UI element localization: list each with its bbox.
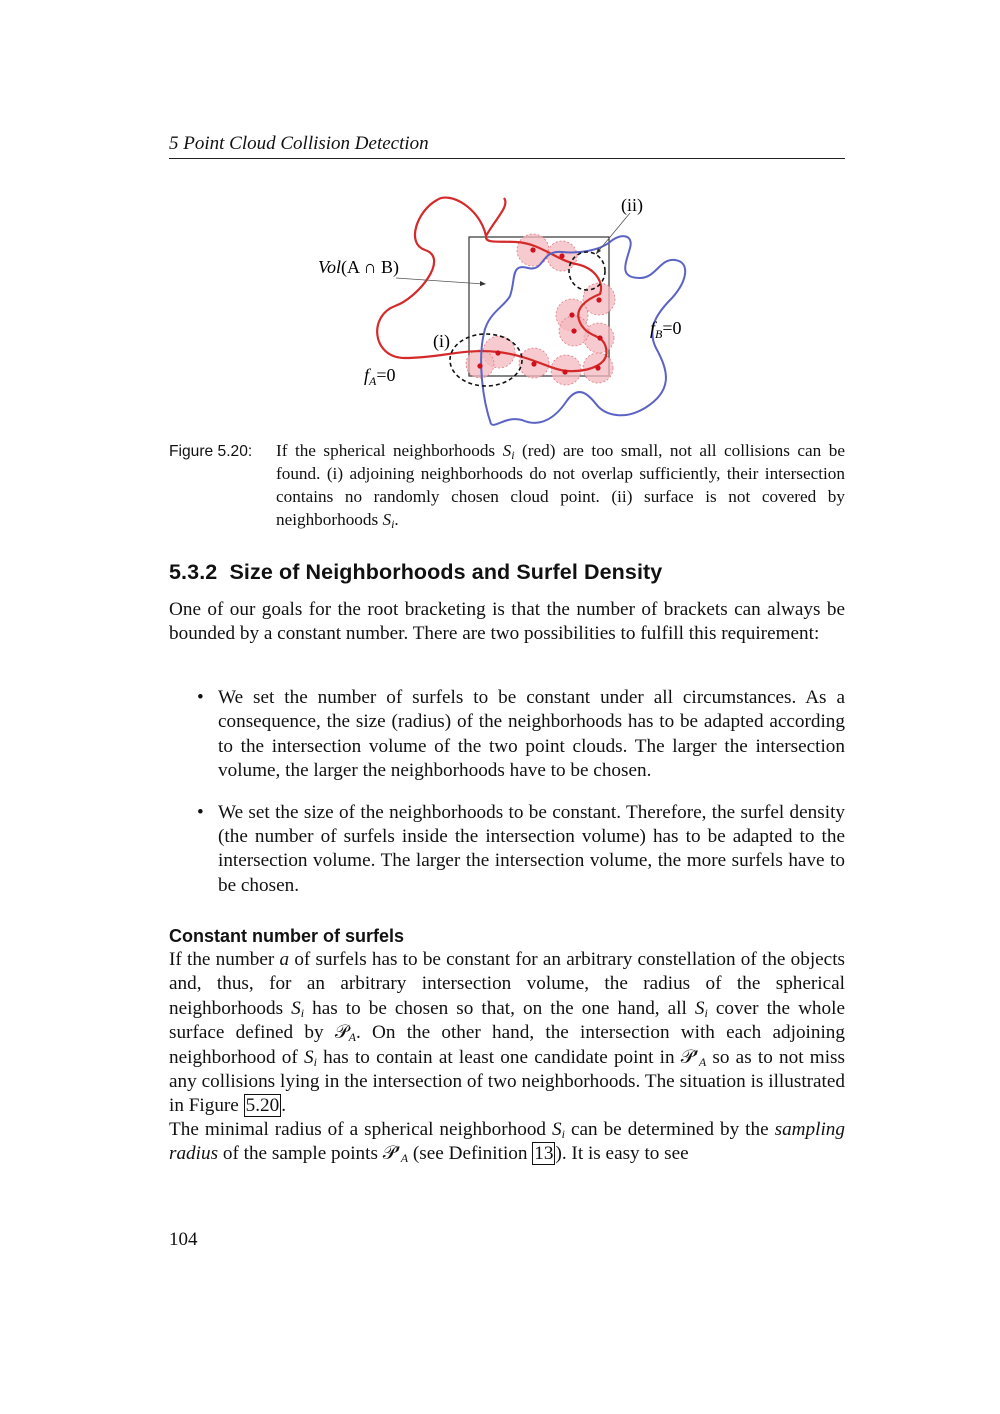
definition-ref-link[interactable]: 13 bbox=[534, 1143, 554, 1165]
neighborhood-diagram bbox=[300, 188, 710, 428]
label-ii: (ii) bbox=[621, 195, 643, 215]
leader-line-vol bbox=[396, 278, 484, 284]
subsection-heading: Constant number of surfels bbox=[169, 926, 405, 946]
bullet-item: • We set the number of surfels to be constant under all circumstances. As a consequence, the size (radius) of the neighborhoods has to be adapted according to the intersection volume of the two point clouds. The larger the intersection volume, the larger the neighborhoods have to be chosen. bbox=[197, 687, 845, 782]
caption-text: If the spherical neighborhoods $S_i$ (red) are too small, not all collisions can be found. (i) adjoining neighborhoods do not overlap sufficiently, their intersection contains no randomly chosen cloud point. (ii) surface is not covered by neighborhoods $S_i$. bbox=[276, 441, 845, 531]
cloud-point bbox=[571, 328, 576, 333]
emph-sampling-radius: sampling radius bbox=[169, 1119, 845, 1165]
figure-ref-link[interactable]: 5.20 bbox=[245, 1095, 280, 1117]
section-heading bbox=[169, 557, 662, 587]
page-number: 104 bbox=[169, 1229, 198, 1250]
section-number: 5.3.2 bbox=[169, 560, 218, 584]
bullet-list bbox=[169, 686, 845, 915]
cloud-point bbox=[562, 369, 567, 374]
label-vol-prefix: Vol bbox=[318, 257, 342, 277]
label-vol-args: (A ∩ B) bbox=[341, 257, 400, 277]
cloud-point bbox=[531, 361, 536, 366]
dashed-circle-ii bbox=[569, 252, 605, 290]
cloud-point bbox=[597, 335, 602, 340]
bullet-item: • We set the size of the neighborhoods to be constant. Therefore, the surfel density (the number of surfels inside the intersection volume) has to be adapted to the intersection volume. The larger the intersection volume, the more surfels have to be chosen. bbox=[197, 801, 845, 896]
figure-5-20 bbox=[300, 188, 710, 428]
section-title: Size of Neighborhoods and Surfel Density bbox=[229, 560, 663, 584]
figure-caption bbox=[169, 439, 845, 531]
label-fa: $f_A=0$ bbox=[364, 365, 396, 388]
leader-line-ii bbox=[596, 213, 630, 254]
cloud-point bbox=[477, 363, 482, 368]
paragraph-constant-surfels: If the number a of surfels has to be constant for an arbitrary constellation of the objects and, thus, for an arbitrary intersection volume, the radius of the spherical neighborhoods $S_i$ has to be chosen so that, on the one hand, all $S_i$ cover the whole surface defined by 𝒫$_A$. On the other hand, the intersection with each adjoining neighborhood of $S_i$ has to contain at least one candidate point in $𝒫'_A$ so as to not miss any collisions lying in the intersection of two neighborhoods. The situation is illustrated in Figure 5.20 . bbox=[169, 949, 845, 1117]
cloud-point bbox=[530, 247, 535, 252]
cloud-point bbox=[569, 312, 574, 317]
label-i: (i) bbox=[433, 331, 450, 351]
bullet-dot: • bbox=[197, 687, 204, 708]
label-fb: $f_B=0$ bbox=[650, 318, 682, 341]
caption-label: Figure 5.20: bbox=[169, 443, 253, 460]
label-vol bbox=[318, 257, 399, 278]
leader-arrow-vol bbox=[480, 281, 486, 286]
cloud-point bbox=[596, 297, 601, 302]
cloud-point bbox=[595, 365, 600, 370]
cloud-point bbox=[495, 350, 500, 355]
paragraph-minimal-radius: The minimal radius of a spherical neighborhood $S_i$ can be determined by the sampling radius of the sample points $𝒫'_A$ (see Definition 13 ). It is easy to see bbox=[169, 1119, 845, 1166]
intro-paragraph: One of our goals for the root bracketing is that the number of brackets can always be bounded by a constant number. There are two possibilities to fulfill this requirement: bbox=[169, 599, 845, 645]
running-head: 5 Point Cloud Collision Detection bbox=[169, 131, 845, 159]
cloud-point bbox=[559, 253, 564, 258]
bullet-dot: • bbox=[197, 801, 204, 823]
